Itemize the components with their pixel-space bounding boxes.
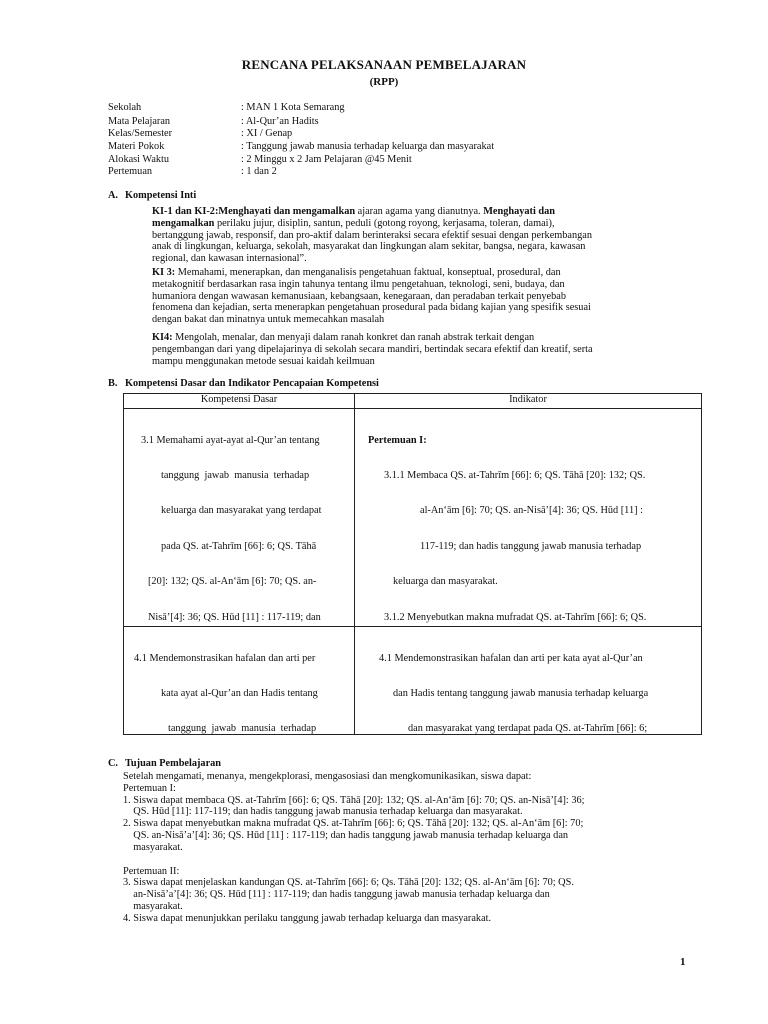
identity-label: Kelas/Semester [108, 128, 173, 139]
kd-text: 4.1 Mendemonstrasikan hafalan dan arti per kata ayat al-Qur’an dan Hadis tentang tanggung jawab manusia terhadap [134, 652, 318, 734]
ki12-paragraph: KI-1 dan KI-2:Menghayati dan mengamalkan ajaran agama yang dianutnya. Menghayati dan mengamalkan perilaku jujur, disiplin, santun, peduli (gotong royong, kerjasama, toleran, damai), bertanggung jawab, responsif, dan pro-aktif dalam berinteraksi secara efektif sesuai dengan perkembangan anak di lingkungan, keluarga, sekolah, masyarakat dan lingkungan alam sekitar, bangsa, negara, kawasan regional, dan kawasan internasional”. [152, 206, 593, 265]
table-row [124, 627, 702, 735]
col-header-indikator: Indikator [355, 394, 702, 409]
identity-label: Pertemuan [108, 166, 153, 177]
identity-value: : MAN 1 Kota Semarang [241, 102, 345, 113]
identity-value: : Al-Qur’an Hadits [241, 116, 319, 127]
kd-cell [124, 409, 355, 627]
kd-cell [124, 627, 355, 735]
identity-label: Mata Pelajaran [108, 116, 171, 127]
indikator-text: Pertemuan I: 3.1.1 Membaca QS. at-Tahrīm [66]: 6; QS. Tāhā [20]: 132; QS. al-An‘ām [6]: 70; QS. an-Nisā’[4]: 36; QS. Hūd [11] : 117-119; dan hadis tanggung jawab manusia terhadap keluarga dan masyarakat. 3.1.2 Menyebutkan makna mufradat QS. at-Tahrīm [66]: 6; QS. [368, 434, 647, 623]
indikator-cell [355, 627, 702, 735]
col-header-kd: Kompetensi Dasar [124, 394, 355, 409]
ki3-paragraph: KI 3: Memahami, menerapkan, dan menganalisis pengetahuan faktual, konseptual, prosedural, dan metakognitif berdasarkan rasa ingin tahunya tentang ilmu pengetahuan, teknologi, seni, budaya, dan humaniora dengan wawasan kemanusiaan, kebangsaan, kenegaraan, dan peradaban terkait penyebab fenomena dan kejadian, serta menerapkan pengetahuan prosedural pada bidang kajian yang spesifik sesuai dengan bakat dan minatnya untuk memecahkan masalah [152, 267, 591, 326]
indikator-cell [355, 409, 702, 627]
identity-label: Sekolah [108, 102, 142, 113]
kd-indikator-table [123, 393, 702, 735]
identity-label: Alokasi Waktu [108, 154, 170, 165]
section-b-heading: B. Kompetensi Dasar dan Indikator Pencapaian Kompetensi [108, 378, 379, 389]
document-subtitle: (RPP) [369, 76, 399, 88]
kd-text: 3.1 Memahami ayat-ayat al-Qur’an tentang tanggung jawab manusia terhadap keluarga dan masyarakat yang terdapat pada QS. at-Tahrīm [66]: 6; QS. Tāhā [20]: 132; QS. al-An‘ām [6]: 70; QS. an- Nisā’[4]: 36; QS. Hūd [11] : 117-119; dan [141, 434, 322, 623]
ki4-paragraph: KI4: Mengolah, menalar, dan menyaji dalam ranah konkret dan ranah abstrak terkait dengan pengembangan dari yang dipelajarinya di sekolah secara mandiri, bertindak secara efektif dan kreatif, serta mampu menggunakan metode sesuai kaidah keilmuan [152, 332, 593, 367]
identity-value: : 2 Minggu x 2 Jam Pelajaran @45 Menit [241, 154, 412, 165]
section-a-heading: A. Kompetensi Inti [108, 190, 197, 201]
identity-value: : Tanggung jawab manusia terhadap keluarga dan masyarakat [241, 141, 495, 152]
table-row [124, 409, 702, 627]
tujuan-pembelajaran-list: Setelah mengamati, menanya, mengekplorasi, mengasosiasi dan mengkomunikasikan, siswa dapat: Pertemuan I: 1. Siswa dapat membaca QS. at-Tahrīm [66]: 6; QS. Tāhā [20]: 132; QS. al-An‘ām [6]: 70; QS. an-Nisā’[4]: 36; QS. Hūd [11]: 117-119; dan hadis tanggung jawab manusia terhadap keluarga dan masyarakat. 2. Siswa dapat menyebutkan makna mufradat QS. at-Tahrīm [66]: 6; QS. Tāhā [20]: 132; QS. al-An‘ām [6]: 70; QS. an-Nisā’a’[4]: 36; QS. Hūd [11] : 117-119; dan hadis tanggung jawab manusia terhadap keluarga dan masyarakat. Pertemuan II: 3. Siswa dapat menjelaskan kandungan QS. at-Tahrīm [66]: 6; Qs. Tāhā [20]: 132; QS. al-An‘ām [6]: 70; QS. an-Nisā’a’[4]: 36; QS. Hūd [11] : 117-119; dan hadis tanggung jawab manusia terhadap keluarga dan masyarakat. 4. Siswa dapat menunjukkan perilaku tanggung jawab terhadap keluarga dan masyarakat. [123, 771, 585, 924]
identity-label: Materi Pokok [108, 141, 165, 152]
identity-value: : XI / Genap [241, 128, 293, 139]
page-number: 1 [680, 956, 686, 968]
section-c-heading: C. Tujuan Pembelajaran [108, 758, 222, 769]
identity-value: : 1 dan 2 [241, 166, 277, 177]
indikator-text: 4.1 Mendemonstrasikan hafalan dan arti per kata ayat al-Qur’an dan Hadis tentang tanggung jawab manusia terhadap keluarga dan masyarakat yang terdapat pada QS. at-Tahrīm [66]: 6; [379, 652, 649, 734]
document-title: RENCANA PELAKSANAAN PEMBELAJARAN [241, 57, 527, 72]
